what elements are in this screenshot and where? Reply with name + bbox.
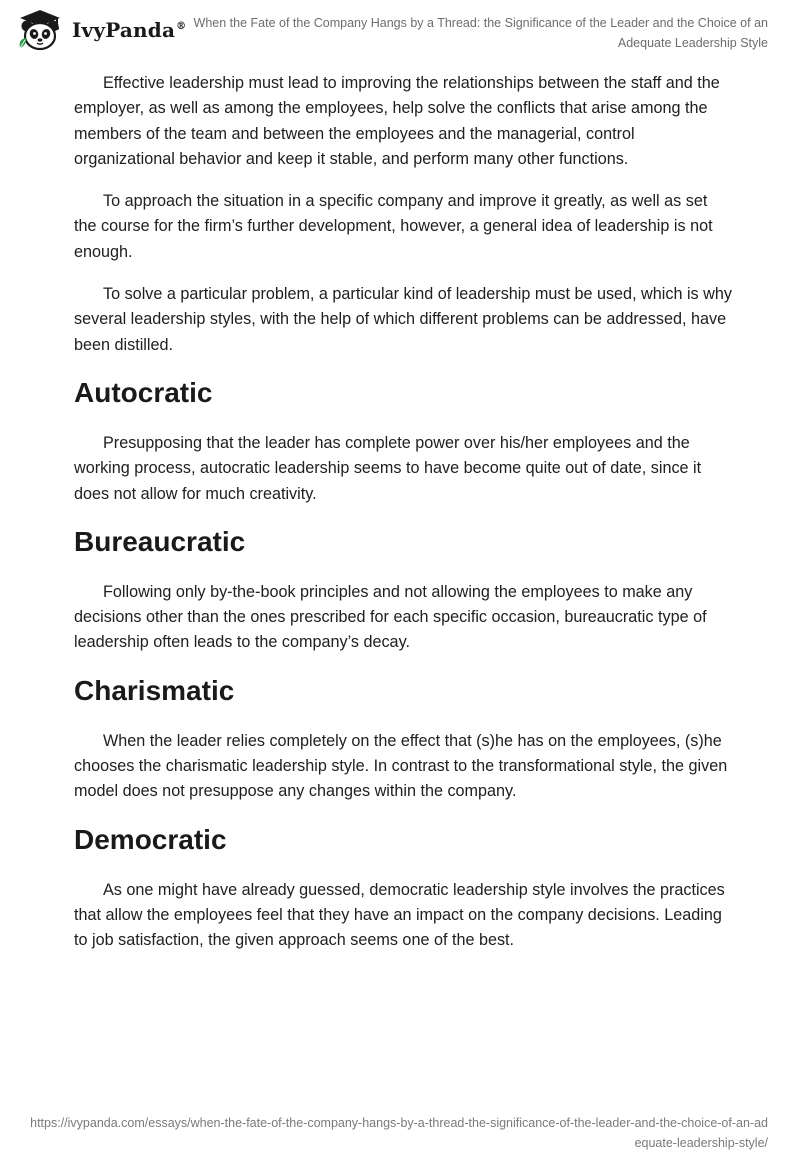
paragraph-bureaucratic: Following only by-the-book principles and not allowing the employees to make any decisions other than the ones prescribed for each specific occasion, bureaucratic type of leadership often leads to the company’s decay.: [74, 582, 707, 652]
page-header: [0, 0, 800, 60]
paragraph-intro-3: To solve a particular problem, a particular kind of leadership must be used, which is why several leadership styles, with the help of which different problems can be addressed, have been distilled.: [74, 285, 732, 354]
brand-name-text: IvyPanda: [72, 18, 176, 42]
paragraph-intro-2: To approach the situation in a specific company and improve it greatly, as well as set the course for the firm’s further development, however, a general idea of leadership is not enough.: [74, 192, 713, 261]
brand-name: [72, 18, 186, 42]
paragraph-democratic: As one might have already guessed, democratic leadership style involves the practices that allow the employees feel that they have an impact on the company decisions. Leading to job satisfaction, the given approach seems one of the best.: [74, 880, 725, 950]
panda-graduate-icon: [14, 8, 66, 52]
paragraph-charismatic: When the leader relies completely on the effect that (s)he has on the employees, (s)he chooses the charismatic leadership style. In contrast to the transformational style, the given model does not presuppose any changes within the company.: [74, 731, 728, 801]
registered-mark: ®: [176, 21, 187, 33]
heading-charismatic: Charismatic: [74, 674, 235, 706]
source-url-link[interactable]: https://ivypanda.com/essays/when-the-fate-of-the-company-hangs-by-a-thread-the-significance-of-the-leader-and-the-choice-of-an-adequate-leadership-style/: [30, 1116, 768, 1150]
essay-body: [74, 71, 734, 971]
heading-bureaucratic: Bureaucratic: [74, 525, 246, 557]
heading-democratic: Democratic: [74, 823, 227, 855]
heading-autocratic: Autocratic: [74, 376, 213, 408]
document-title: When the Fate of the Company Hangs by a Thread: the Significance of the Leader and the Choice of an Adequate Leadership Style: [193, 16, 768, 50]
paragraph-intro-1: Effective leadership must lead to improving the relationships between the staff and the employer, as well as among the employees, help solve the conflicts that arise among the members of the team and between the employees and the managerial, control organizational behavior and keep it stable, and perform many other functions.: [74, 74, 720, 168]
ivypanda-logo[interactable]: [14, 8, 186, 52]
paragraph-autocratic: Presupposing that the leader has complete power over his/her employees and the working process, autocratic leadership seems to have become quite out of date, since it does not allow for much creativity.: [74, 433, 702, 503]
